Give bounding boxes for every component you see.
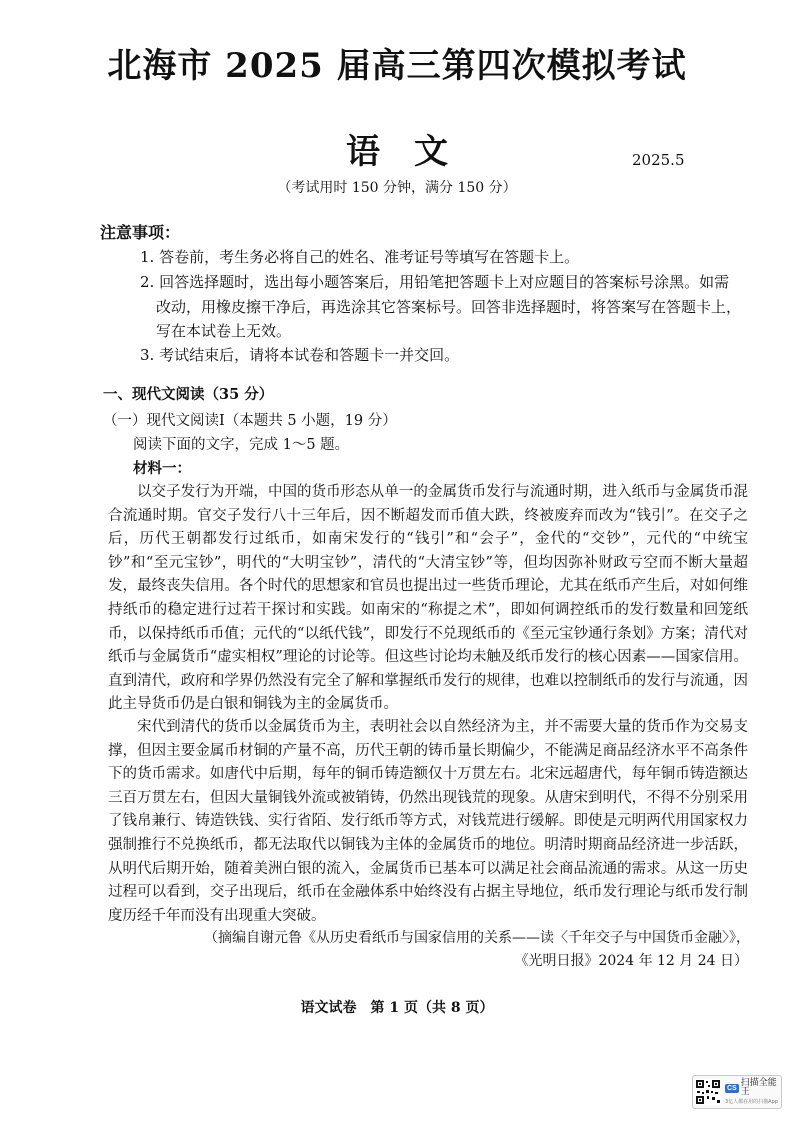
material-paragraph-1: 以交子发行为开端，中国的货币形态从单一的金属货币发行与流通时期，进入纸币与金属货币混合流通时期。官交子发行八十三年后，因不断超发而币值大跌，终被废弃而改为“钱引”。在交子之后，历代王朝都发行过纸币，如南宋发行的“钱引”和“会子”，金代的“交钞”，元代的“中统宝钞”和“至元宝钞”，明代的“大明宝钞”，清代的“大清宝钞”等，但均因弥补财政亏空而不断大量超发，最终丧失信用。各个时代的思想家和官员也提出过一些货币理论，尤其在纸币产生后，对如何维持纸币的稳定进行过若干探讨和实践。如南宋的“称提之术”，即如何调控纸币的发行数量和回笼纸币，以保持纸币币值；元代的“以纸代钱”，即发行不兑现纸币的《至元宝钞通行条划》方案；清代对纸币与金属货币“虚实相权”理论的讨论等。但这些讨论均未触及纸币发行的核心因素——国家信用。直到清代，政府和学界仍然没有完全了解和掌握纸币发行的规律，也难以控制纸币的发行与流通，因此主导货币仍是白银和铜钱为主的金属货币。 — [108, 484, 748, 713]
note-item-2: 2. 回答选择题时，选出每小题答案后，用铅笔把答题卡上对应题目的答案标号涂黑。如需 — [140, 273, 730, 291]
source-citation-date: 《光明日报》2024 年 12 月 24 日） — [514, 953, 748, 969]
subject-title: 语 文 — [346, 132, 448, 172]
reading-instruction: 阅读下面的文字，完成 1～5 题。 — [133, 437, 350, 453]
exam-title: 北海市 2025 届高三第四次模拟考试 — [107, 46, 687, 86]
qr-code-icon — [695, 1079, 721, 1105]
subsection-heading: （一）现代文阅读Ⅰ（本题共 5 小题，19 分） — [103, 413, 397, 429]
note-item-2-continued-end: 写在本试卷上无效。 — [156, 322, 292, 340]
camscanner-logo: CS — [727, 1084, 737, 1092]
scanner-watermark — [692, 1075, 782, 1109]
scanner-app-name: 扫描全能王 — [740, 1078, 777, 1097]
page-footer: 语文试卷 第 1 页（共 8 页） — [300, 1000, 494, 1016]
section-heading: 一、现代文阅读（35 分） — [103, 386, 274, 403]
material-paragraph-2: 宋代到清代的货币以金属货币为主，表明社会以自然经济为主，并不需要大量的货币作为交易支撑，但因主要金属币材铜的产量不高，历代王朝的铸币量长期偏少，不能满足商品经济水平不高条件下的货币需求。如唐代中后期，每年的铜币铸造额仅十万贯左右。北宋远超唐代，每年铜币铸造额达三百万贯左右，但因大量铜钱外流或被销铸，仍然出现钱荒的现象。从唐宋到明代，不得不分别采用了钱帛兼行、铸造铁钱、实行省陌、发行纸币等方式，对钱荒进行缓解。即使是元明两代用国家权力强制推行不兑换纸币，都无法取代以铜钱为主体的金属货币的地位。明清时期商品经济进一步活跃，从明代后期开始，随着美洲白银的流入，金属货币已基本可以满足社会商品流通的需求。从这一历史过程可以看到，交子出现后，纸币在金融体系中始终没有占据主导地位，纸币发行理论与纸币发行制度历经千年而没有出现重大突破。 — [108, 719, 748, 924]
note-item-1: 1. 答卷前，考生务必将自己的姓名、准考证号等填写在答题卡上。 — [140, 248, 580, 266]
exam-duration-info: （考试用时 150 分钟，满分 150 分） — [277, 180, 517, 196]
source-citation: （摘编自谢元鲁《从历史看纸币与国家信用的关系——读〈千年交子与中国货币金融〉》， — [204, 930, 750, 946]
notes-heading: 注意事项： — [100, 223, 181, 242]
note-item-3: 3. 考试结束后，请将本试卷和答题卡一并交回。 — [140, 346, 460, 364]
scanner-tagline: 3亿人都在用的扫描App — [725, 1099, 778, 1105]
note-item-2-continued: 改动，用橡皮擦干净后，再选涂其它答案标号。回答非选择题时，将答案写在答题卡上， — [156, 298, 742, 316]
material-label: 材料一： — [133, 460, 191, 477]
exam-date: 2025.5 — [632, 151, 685, 169]
